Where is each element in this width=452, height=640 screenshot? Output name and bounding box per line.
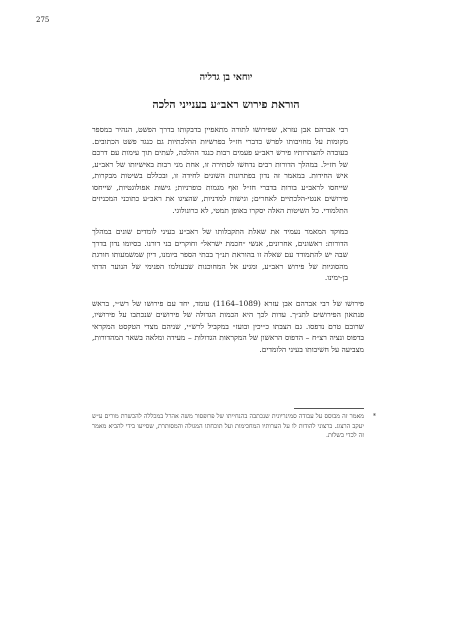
article-body (92, 124, 364, 365)
author-name: יוחאי בן גדליה (199, 72, 253, 83)
page-number: 275 (36, 16, 50, 24)
footnote (92, 412, 376, 441)
footnote-text: מאמר זה מבוסס על עבודה סמינריונית שנכתבה בהנחייתו של פרופסור משה אהרל במכללה להכשרת מורים ע״ש יעקב הרצוג. ברצוני להודות לו על הערותיו המחכימות ועל תוכחתו המגולה והמסותרת, שסייעו בידי להביא מאמר זה לכדי בשלות. (92, 413, 364, 439)
abstract-paragraph-1: רבי אברהם אבן עזרא, שפירושו לתורה מתאפיין בדבקותו בדרך הפשט, הנהיר במספר מקומות על מחויבותו לפרש כדברי חז״ל בפרשיות ההלכתיות גם כנגד פשט הכתובים. בעובדה להצהרותיו פירש ראב״ע פעמים רבות כנגד ההלכה, לעתים תוך עימות עם דרכם של חז״ל. במהלך הדורות רבים נדחשו לסתירה זו, אחת מני רבות באישיותו של ראב״ע, איש החידות. במאמר זה נדון בפתרונות השונים לחידה זו, ובכללם בשיטות מבקרות, שייחסו לראב״ע בורות בדברי חז״ל ואף מגמות כופרניות; גישות אפולוגטיות, שייחסו פירושים אנטי-הלכתיים לאחרים; וגישות למדניות, שהציגו את ראב״ע כתוכני המכניזים התלמודי. כל השיטות האלה יסקרו באופן תמטי, לא כרונולוגי. (92, 125, 348, 215)
abstract-paragraph-2: במוקד המאמר נעמיד את שאלת התקבלותו של ראב״ע בעיני לומדים שונים במהלך הדורות: ראשונים, אחרונים, אנשי ״חכמת ישראל״ וחוקרים בני דורנו. בסיומו נדון בדרך שבה יש להתמודד עם שאלה זו בהוראת תנ״ך בבתי הספר ביומנו, דיון שמשמעותו חורגת מהסוגיות של פירוש ראב״ע, ומגיע אל המחוכנות שבעולמו הפנימי של הנוער הדתי בן-ימינו. (92, 227, 348, 282)
article-title: הוראת פירוש ראב״ע בענייני הלכה (152, 98, 300, 111)
footnote-mark: * (372, 413, 376, 420)
footnote-divider (294, 408, 364, 409)
body-paragraph-1: פירושו של רבי אברהם אבן עזרא (1089–1164) עומד, יחד עם פירושו של רש״י, בראש פנתאון הפירושים לתנ״ך. עדות לכך היא הכמות הגדולה של פירושים שנכתבו על פירושיו, שרובם טרם נדפסו. גם הצבתו כ״יכין ובועז״ במקביל לרש״י, שניהם מצדי הטקסט המקראי בדפוס ונציה רצ״ח – הדפוס הראשון של המקראות הגדולות – מעידה ומלאה בשאר המהדורות, מצביעה על חשיבותו בעיני הלומדים. (92, 298, 364, 354)
